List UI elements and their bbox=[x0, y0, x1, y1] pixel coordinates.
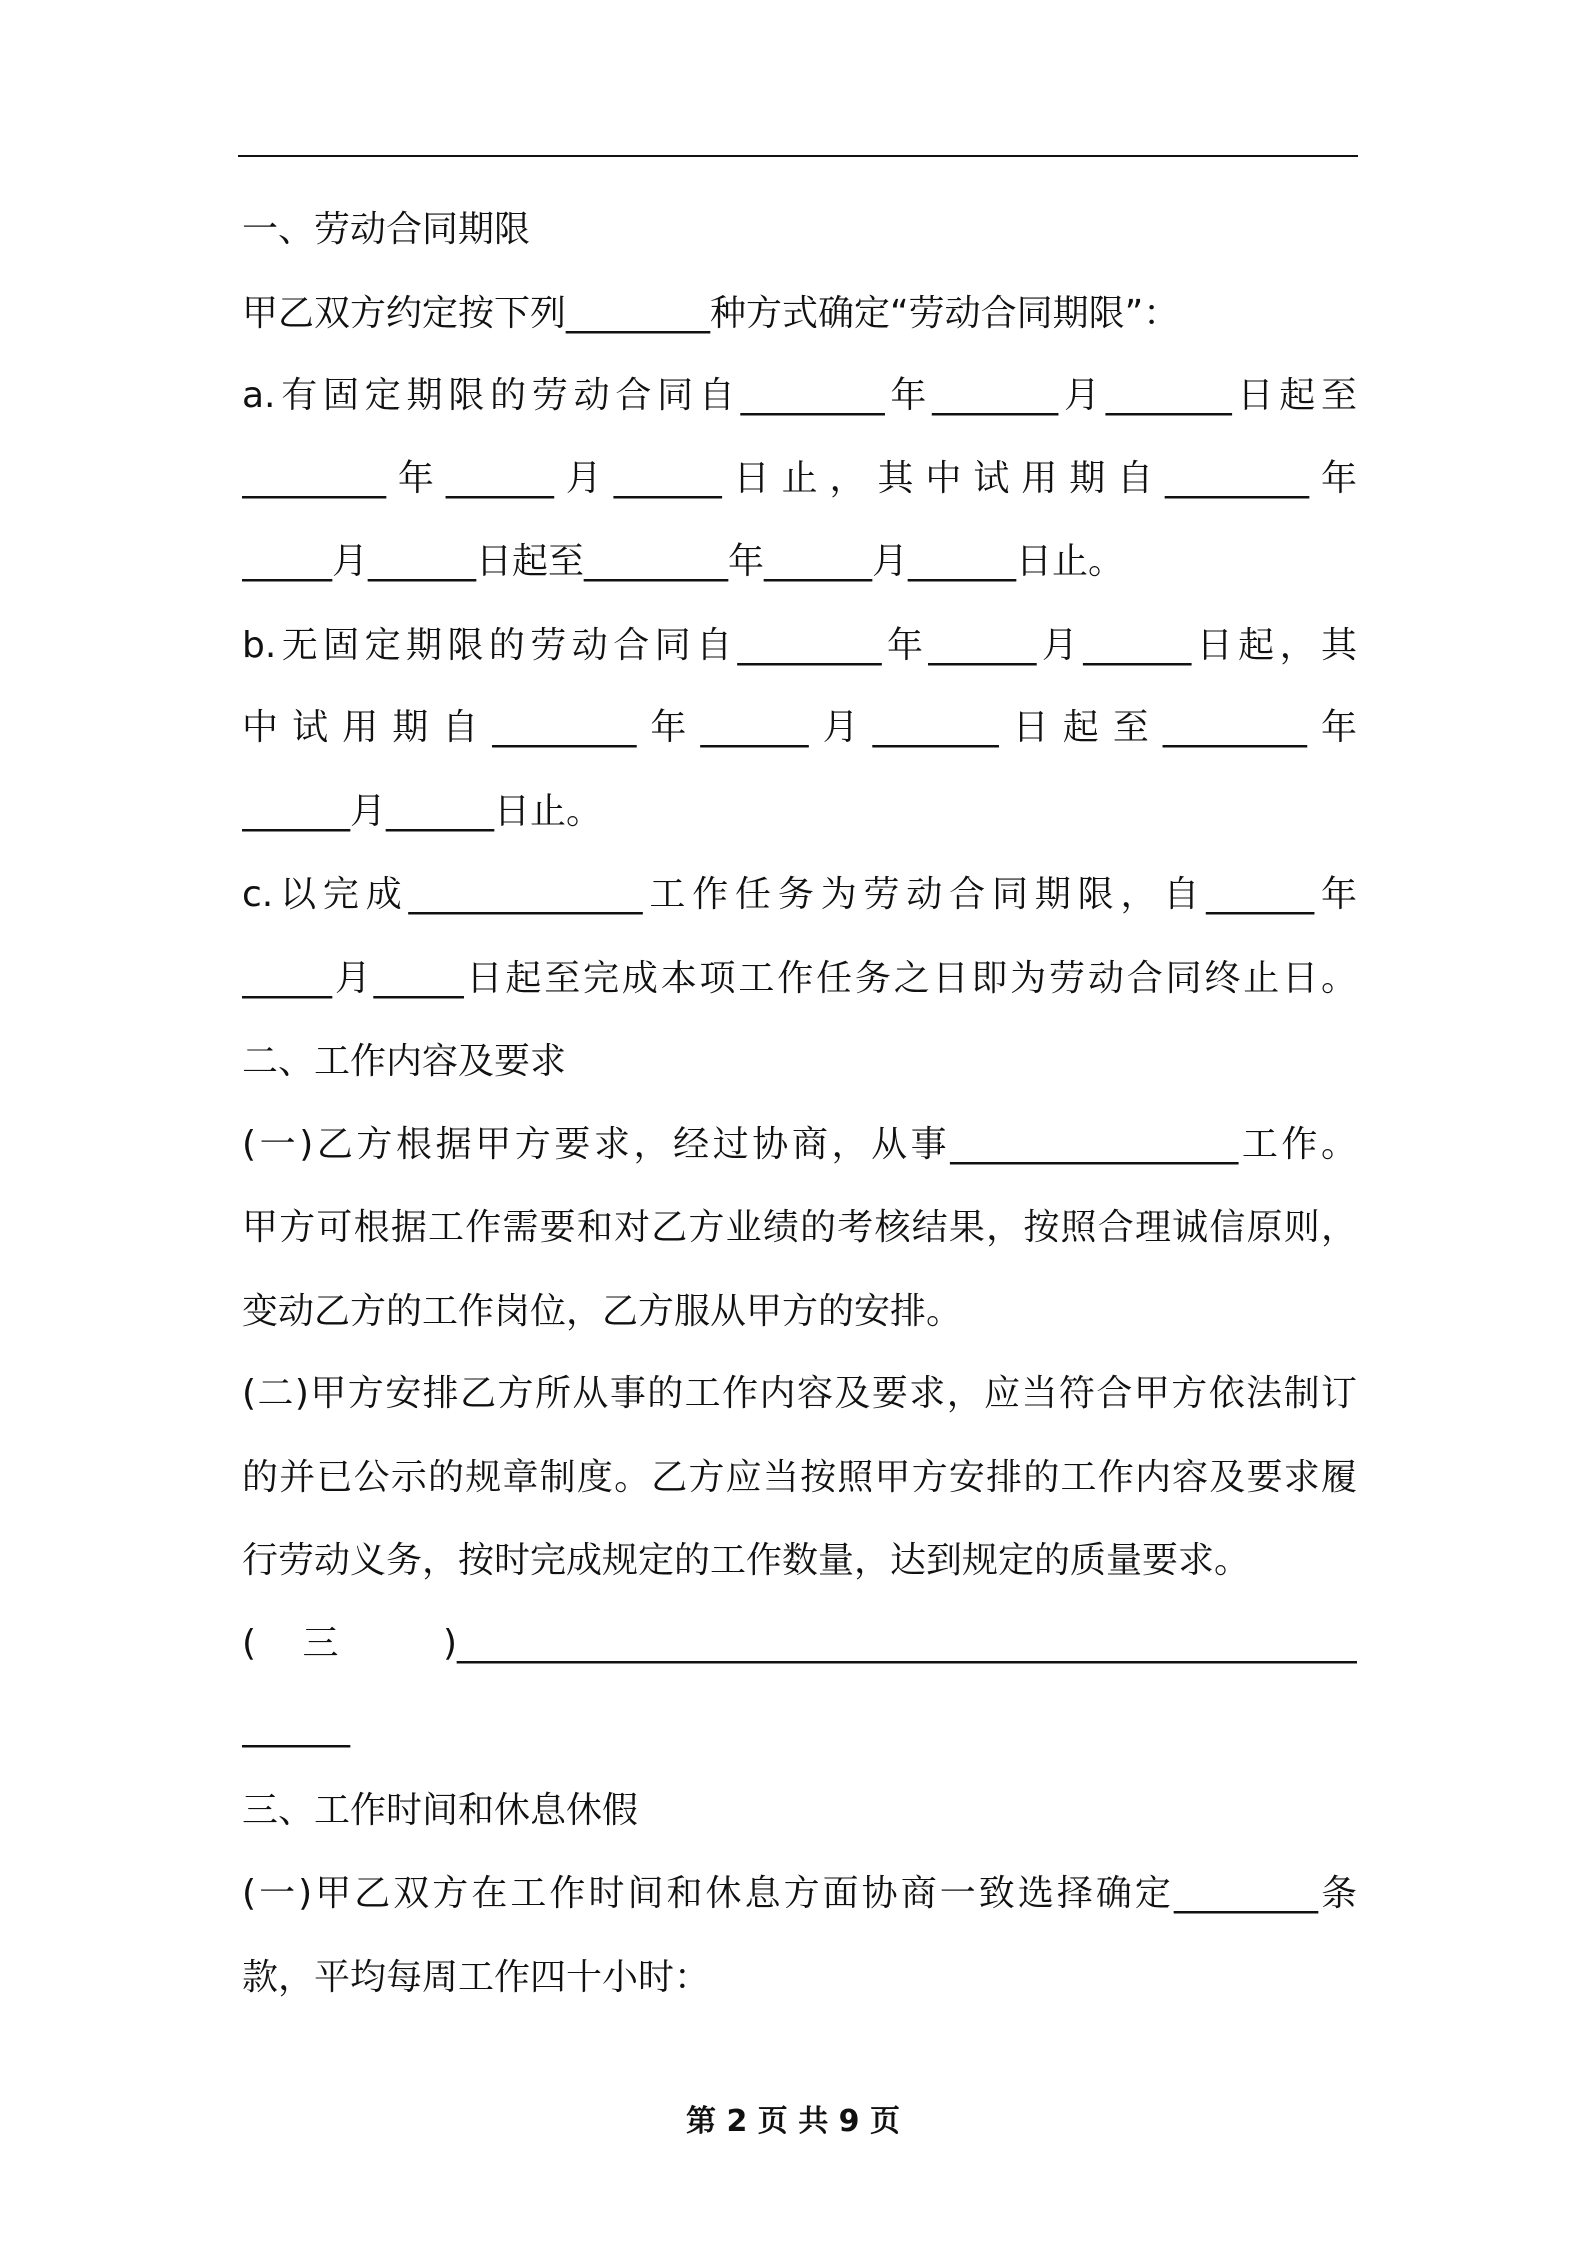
paragraph-line: 行劳动义务，按时完成规定的工作数量，达到规定的质量要求。 bbox=[242, 1540, 1251, 1581]
paragraph-line: 中试用期自________年______月_______日起至________年 bbox=[242, 707, 1357, 748]
paragraph-line: 变动乙方的工作岗位，乙方服从甲方的安排。 bbox=[242, 1291, 963, 1332]
paragraph-line: _____月_____日起至完成本项工作任务之日即为劳动合同终止日。 bbox=[242, 958, 1357, 999]
header-rule bbox=[238, 155, 1358, 157]
paragraph-line: (一)乙方根据甲方要求，经过协商，从事________________工作。 bbox=[242, 1124, 1357, 1165]
paragraph-line: b.无固定期限的劳动合同自________年______月______日起，其 bbox=[242, 625, 1357, 666]
paragraph-line: ________年______月______日止，其中试用期自________年 bbox=[242, 458, 1357, 499]
paragraph-line: 甲方可根据工作需要和对乙方业绩的考核结果，按照合理诚信原则， bbox=[242, 1207, 1357, 1248]
paragraph-line: (三 )__________________________________________________ bbox=[242, 1623, 1357, 1664]
paragraph-line: c.以完成_____________工作任务为劳动合同期限，自______年 bbox=[242, 874, 1357, 915]
paragraph-line: ______ bbox=[242, 1707, 350, 1748]
section-heading-contract-term: 一、劳动合同期限 bbox=[242, 209, 531, 250]
paragraph-line: ______月______日止。 bbox=[242, 791, 603, 832]
paragraph-line: (二)甲方安排乙方所从事的工作内容及要求，应当符合甲方依法制订 bbox=[242, 1373, 1357, 1414]
section-heading-work-content: 二、工作内容及要求 bbox=[242, 1041, 567, 1082]
paragraph-line: _____月______日起至________年______月______日止。 bbox=[242, 541, 1125, 582]
paragraph-line: (一)甲乙双方在工作时间和休息方面协商一致选择确定________条 bbox=[242, 1873, 1357, 1914]
paragraph-line: 甲乙双方约定按下列________种方式确定“劳动合同期限”： bbox=[242, 293, 1180, 334]
section-heading-working-hours: 三、工作时间和休息休假 bbox=[242, 1790, 639, 1831]
paragraph-line: a.有固定期限的劳动合同自________年_______月_______日起至 bbox=[242, 375, 1357, 416]
paragraph-line: 的并已公示的规章制度。乙方应当按照甲方安排的工作内容及要求履 bbox=[242, 1457, 1357, 1498]
page-number: 第 2 页 共 9 页 bbox=[686, 2104, 900, 2139]
paragraph-line: 款，平均每周工作四十小时： bbox=[242, 1957, 711, 1998]
